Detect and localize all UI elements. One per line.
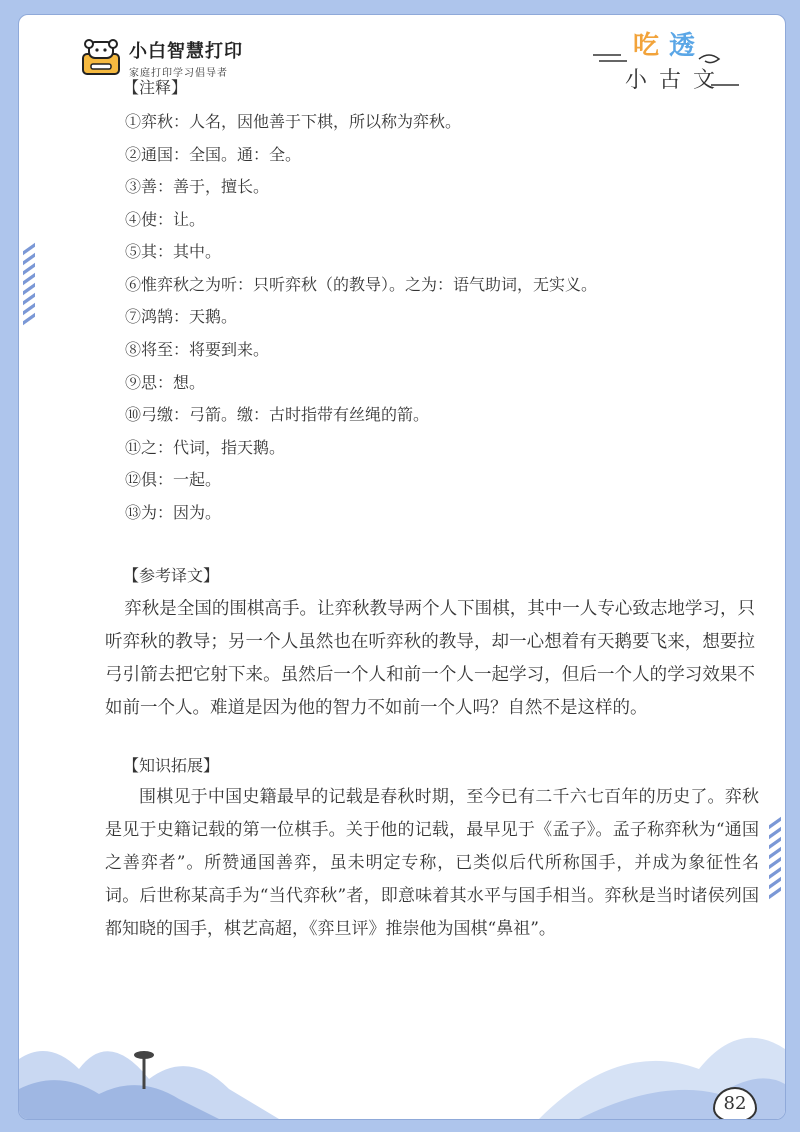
note-item: ⑩弓缴：弓箭。缴：古时指带有丝绳的箭。 <box>125 405 430 424</box>
note-item: ⑧将至：将要到来。 <box>125 340 270 359</box>
brand-char-1: 吃 <box>633 31 660 61</box>
brand-title: 小古文 <box>625 68 728 93</box>
translation-title: 【参考译文】 <box>123 566 220 585</box>
note-item: ⑪之：代词，指天鹅。 <box>125 438 286 457</box>
printer-mascot-icon <box>79 38 123 78</box>
extension-title: 【知识拓展】 <box>123 756 220 775</box>
extension-text: 围棋见于中国史籍最早的记载是春秋时期，至今已有二千六七百年的历史了。弈秋是见于史籍记载的第一位棋手。关于他的记载，最早见于《孟子》。孟子称弈秋为“通国之善弈者”。所赞通国善弈，虽未明定专称，已类似后代所称国手，并成为象征性名词。后世称某高手为“当代弈秋”者，即意味着其水平与国手相当。弈秋是当时诸侯列国都知晓的国手，棋艺高超，《弈旦评》推崇他为国棋“鼻祖”。 <box>105 787 759 939</box>
page-number: 82 <box>713 1087 757 1120</box>
note-item: ④使：让。 <box>125 210 206 229</box>
note-item: ⑬为：因为。 <box>125 503 222 522</box>
landscape-illustration <box>19 999 785 1119</box>
translation-text: 弈秋是全国的围棋高手。让弈秋教导两个人下围棋，其中一人专心致志地学习，只听弈秋的教导；另一个人虽然也在听弈秋的教导，却一心想着有天鹅要飞来，想要拉弓引箭去把它射下来。虽然后一个人和前一个人一起学习，但后一个人的学习效果不如前一个人。难道是因为他的智力不如前一个人吗？自然不是这样的。 <box>105 599 755 718</box>
note-item: ①弈秋：人名，因他善于下棋，所以称为弈秋。 <box>125 112 462 131</box>
left-edge-decoration <box>21 241 37 331</box>
logo-name: 小白智慧打印 <box>129 41 243 62</box>
logo-tagline: 家庭打印学习倡导者 <box>129 68 228 79</box>
note-item: ③善：善于，擅长。 <box>125 177 270 196</box>
brand-char-2: 透 <box>669 31 696 61</box>
note-item: ⑥惟弈秋之为听：只听弈秋（的教导）。之为：语气助词，无实义。 <box>125 275 598 294</box>
document-page <box>18 14 786 1120</box>
logo <box>79 37 243 79</box>
right-edge-decoration <box>767 815 783 905</box>
note-item: ⑨思：想。 <box>125 373 206 392</box>
note-item: ⑤其：其中。 <box>125 242 222 261</box>
notes-title: 【注释】 <box>123 78 188 97</box>
note-item: ⑦鸿鹄：天鹅。 <box>125 307 238 326</box>
series-brand <box>591 25 741 95</box>
note-item: ②通国：全国。通：全。 <box>125 145 302 164</box>
note-item: ⑫俱：一起。 <box>125 470 222 489</box>
